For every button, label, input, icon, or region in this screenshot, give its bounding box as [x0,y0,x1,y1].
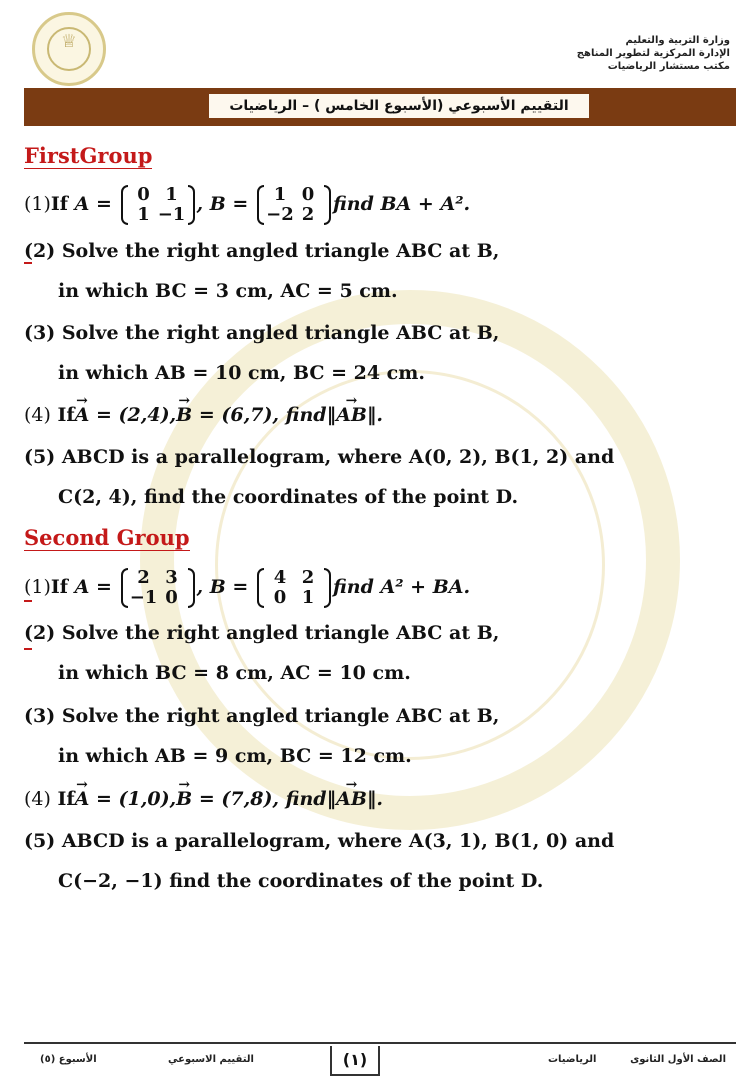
first-group-title: FirstGroup [24,143,153,168]
first-q5-line2: C(2, 4), find the coordinates of the point D. [58,486,519,508]
footer-divider [24,1042,736,1044]
ministry-line: الإدارة المركزية لتطوير المناهج [576,48,730,59]
second-q3: (3) Solve the right angled triangle ABC at B, [24,705,500,727]
first-q4: (4) If→ A = (2,4),→ B = (6,7), find‖→ AB‖. [24,402,383,428]
second-q1: (1)If A = 2 3 −1 0 , B = 4 2 0 1 find A² + BA. [24,567,471,608]
first-q5: (5) ABCD is a parallelogram, where A(0, 2), B(1, 2) and [24,446,615,468]
ministry-line: وزارة التربية والتعليم [625,35,730,46]
second-q2: (2) Solve the right angled triangle ABC at B, [24,622,500,644]
first-q1: (1)If A = 0 1 1 −1 , B = 1 0 −2 2 find BA + A². [24,184,471,225]
second-q4: (4) If→ A = (1,0),→ B = (7,8), find‖→ AB‖. [24,786,383,812]
page-number: (١) [330,1046,380,1076]
title-banner [24,88,736,126]
ministry-header [577,34,730,73]
second-q5-line2: C(−2, −1) find the coordinates of the point D. [58,870,544,892]
second-q5: (5) ABCD is a parallelogram, where A(3, 1), B(1, 0) and [24,830,615,852]
page-title: التقييم الأسبوعي (الأسبوع الخامس ) – الرياضيات [209,94,589,120]
first-q2: (2) Solve the right angled triangle ABC at B, [24,240,500,262]
second-q3-line2: in which AB = 9 cm, BC = 12 cm. [58,745,412,767]
footer-assessment: التقييم الاسبوعي [168,1054,254,1065]
ministry-line: مكتب مستشار الرياضيات [607,61,730,72]
matrix-b: 1 0 −2 2 [257,185,331,225]
second-q2-line2: in which BC = 8 cm, AC = 10 cm. [58,662,411,684]
first-q2-line2: in which BC = 3 cm, AC = 5 cm. [58,280,398,302]
footer-grade: الصف الأول الثانوى [630,1054,726,1065]
eagle-icon: ♕ [60,31,78,52]
watermark-seal-inner [215,370,605,760]
footer-week: الأسبوع (٥) [40,1054,97,1065]
matrix-a: 0 1 1 −1 [121,185,195,225]
first-q3: (3) Solve the right angled triangle ABC at B, [24,322,500,344]
matrix-b: 4 2 0 1 [257,568,331,608]
matrix-a: 2 3 −1 0 [121,568,195,608]
ministry-logo [32,12,106,86]
footer-subject: الرياضيات [548,1054,597,1065]
first-q3-line2: in which AB = 10 cm, BC = 24 cm. [58,362,425,384]
second-group-title: Second Group [24,525,190,550]
margin-mark [24,648,32,650]
